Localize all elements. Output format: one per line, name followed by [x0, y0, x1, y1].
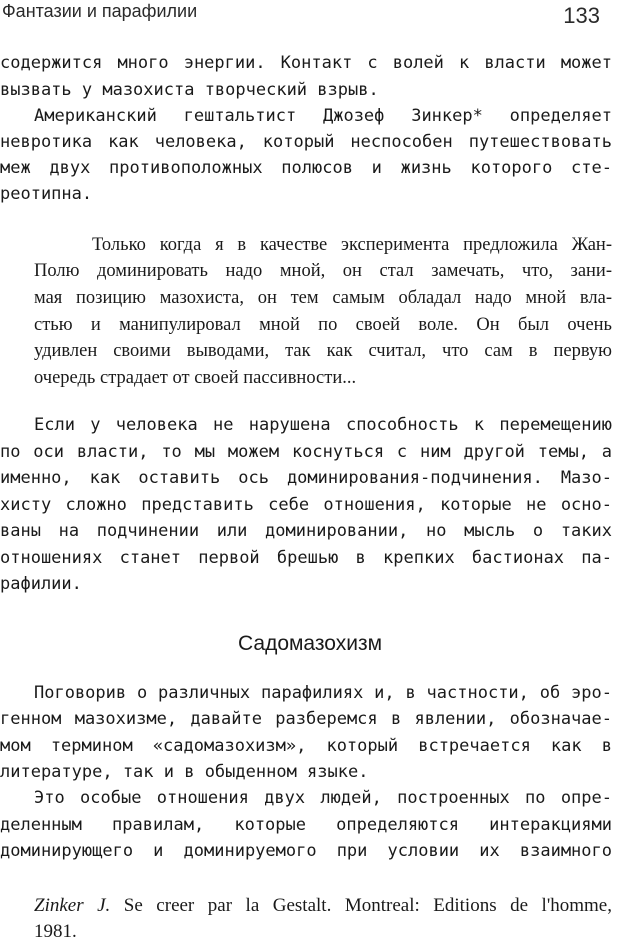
footnote-text: Se creer par la Gestalt. Montreal: Editions de l'homme, [110, 895, 612, 916]
quote-line: удивлен своими выводами, так как считал, что сам в первую [34, 341, 612, 361]
body-line: ваны на подчинении или доминировании, но мысль о таких [0, 521, 612, 541]
quote-line: очередь страдает от своей пассивности... [34, 368, 357, 388]
running-head: Фантазии и парафилии [2, 1, 198, 21]
body-line: хисту сложно представить себе отношения, которые не осно- [0, 495, 612, 515]
body-line: Американский гештальтист Джозеф Зинкер* определяет [34, 106, 612, 126]
quote-line: мая позицию мазохиста, он тем самым обладал надо мной вла- [34, 288, 612, 308]
body-line: невротика как человека, который неспособен путешествовать [0, 132, 612, 152]
body-line: содержится много энергии. Контакт с волей к власти может [0, 53, 612, 73]
footnote [34, 893, 612, 919]
quote-line: Только когда я в качестве эксперимента предложила Жан- [92, 235, 612, 255]
quote-line: стью и манипулировал мной по своей воле. Он был очень [34, 315, 612, 335]
footnote-year: 1981. [34, 921, 77, 942]
quote-line: Полю доминировать надо мной, он стал замечать, что, зани- [34, 261, 612, 281]
body-line: Если у человека не нарушена способность к перемещению [34, 415, 612, 435]
section-heading: Садомазохизм [237, 632, 383, 655]
body-line: Поговорив о различных парафилиях и, в частности, об эро- [34, 683, 612, 703]
body-line: мом термином «садомазохизм», который встречается как в [0, 736, 612, 756]
body-line: литературе, так и в обыденном языке. [0, 762, 369, 782]
body-line: по оси власти, то мы можем коснуться с ним другой темы, а [0, 442, 612, 462]
body-line: деленным правилам, которые определяются интеракциями [0, 815, 612, 835]
body-line: вызвать у мазохиста творческий взрыв. [0, 80, 379, 100]
body-line: генном мазохизме, давайте разберемся в явлении, обозначае- [0, 709, 612, 729]
body-line: отношениях станет первой брешью в крепких бастионах па- [0, 548, 612, 568]
footnote-author: Zinker J. [34, 895, 111, 916]
body-line: Это особые отношения двух людей, построенных по опре- [34, 788, 612, 808]
page-number: 133 [563, 3, 600, 28]
body-line: меж двух противоположных полюсов и жизнь которого сте- [0, 158, 612, 178]
body-line: доминирующего и доминируемого при условии их взаимного [0, 841, 612, 861]
body-line: реотипна. [0, 184, 93, 204]
body-line: рафилии. [0, 574, 82, 594]
body-line: именно, как оставить ось доминирования-подчинения. Мазо- [0, 468, 612, 488]
